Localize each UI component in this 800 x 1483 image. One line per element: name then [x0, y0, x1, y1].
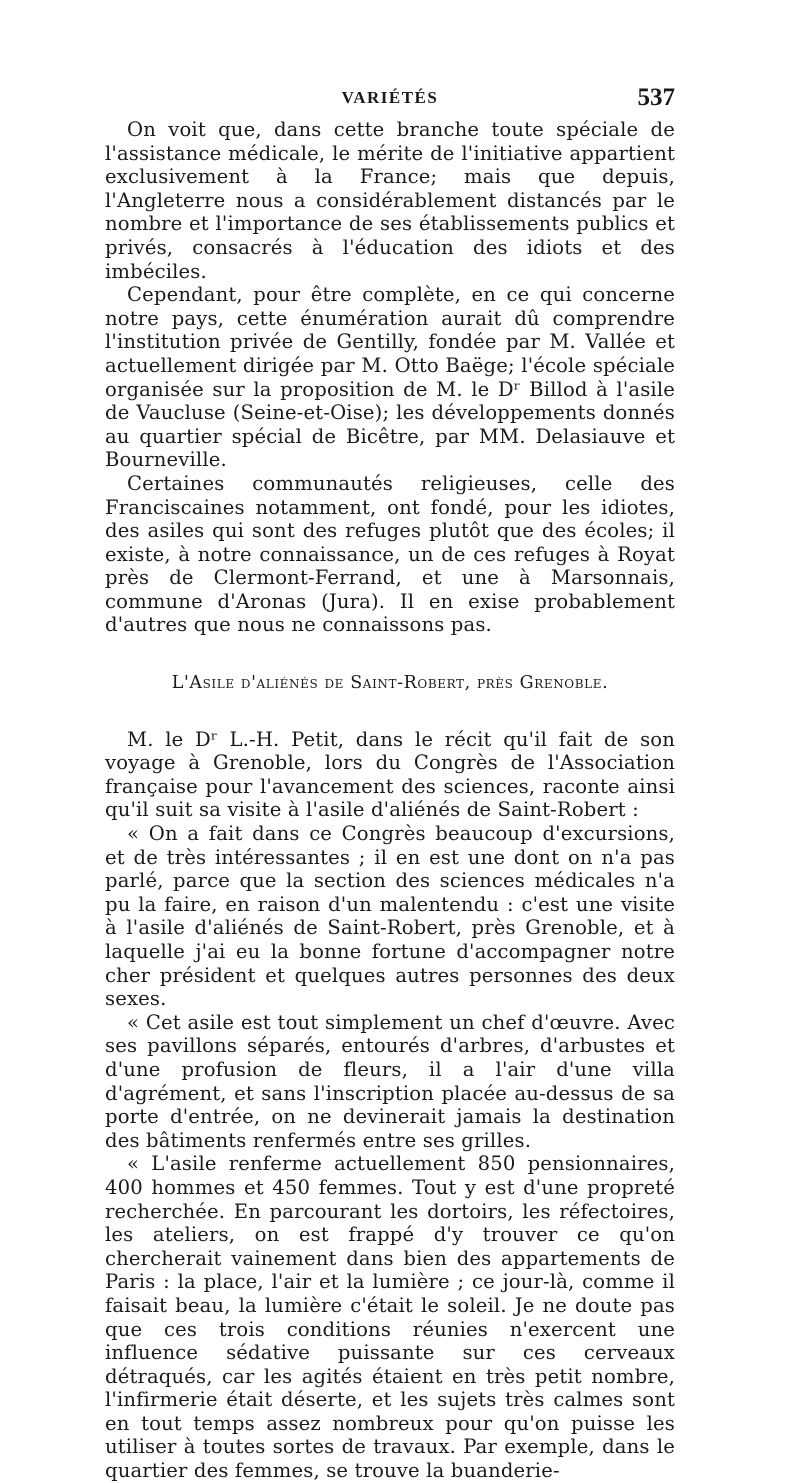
book-page: [105, 84, 675, 1483]
paragraph: « L'asile renferme actuellement 850 pensionnaires, 400 hommes et 450 femmes. Tout y est d'une propreté recherchée. En parcourant les dortoirs, les réfectoires, les ateliers, on est frappé d'y trouver ce qu'on chercherait vainement dans bien des appartements de Paris : la place, l'air et la lumière ; ce jour-là, comme il faisait beau, la lumière c'était le soleil. Je ne doute pas que ces trois conditions réunies n'exercent une influence sédative puissante sur ces cerveaux détraqués, car les agités étaient en très petit nombre, l'infirmerie était déserte, et les sujets très calmes sont en tout temps assez nombreux pour qu'on puisse les utiliser à toutes sortes de travaux. Par exemple, dans le quartier des femmes, se trouve la buanderie-: [105, 1152, 675, 1483]
paragraph: Certaines communautés religieuses, celle des Franciscaines notamment, ont fondé, pour les idiotes, des asiles qui sont des refuges plutôt que des écoles; il existe, à notre connaissance, un de ces refuges à Royat près de Clermont-Ferrand, et une à Marsonnais, commune d'Aronas (Jura). Il en exise probablement d'autres que nous ne connaissons pas.: [105, 471, 675, 637]
section-title: L'Asile d'aliénés de Saint-Robert, près Grenoble.: [171, 673, 609, 694]
paragraph: « Cet asile est tout simplement un chef d'œuvre. Avec ses pavillons séparés, entourés d'arbres, d'arbustes et d'une profusion de fleurs, il a l'air d'une villa d'agrément, et sans l'inscription placée au-dessus de sa porte d'entrée, on ne devinerait jamais la destination des bâtiments renfermés entre ses grilles.: [105, 1010, 675, 1152]
running-head: VARIÉTÉS: [341, 88, 439, 107]
page-number: 537: [637, 84, 675, 111]
page-header: [105, 84, 675, 118]
paragraph: On voit que, dans cette branche toute spéciale de l'assistance médicale, le mérite de l'initiative appartient exclusivement à la France; mais que depuis, l'Angleterre nous a considérablement distancés par le nombre et l'importance de ses établissements publics et privés, consacrés à l'éducation des idiots et des imbéciles.: [105, 118, 675, 283]
paragraph: « On a fait dans ce Congrès beaucoup d'excursions, et de très intéressantes ; il en est une dont on n'a pas parlé, parce que la section des sciences médicales n'a pu la faire, en raison d'un malentendu : c'est une visite à l'asile d'aliénés de Saint-Robert, près Grenoble, et à laquelle j'ai eu la bonne fortune d'accompagner notre cher président et quelques autres personnes des deux sexes.: [105, 822, 675, 1011]
paragraph: Cependant, pour être complète, en ce qui concerne notre pays, cette énumération aurait dû comprendre l'institution privée de Gentilly, fondée par M. Vallée et actuellement dirigée par M. Otto Baëge; l'école spéciale organisée sur la proposition de M. le Dʳ Billod à l'asile de Vaucluse (Seine-et-Oise); les développements donnés au quartier spécial de Bicêtre, par MM. Delasiauve et Bourneville.: [105, 283, 675, 472]
paragraph: M. le Dʳ L.-H. Petit, dans le récit qu'il fait de son voyage à Grenoble, lors du Congrès de l'Association française pour l'avancement des sciences, raconte ainsi qu'il suit sa visite à l'asile d'aliénés de Saint-Robert :: [105, 727, 675, 822]
body-text: [105, 118, 675, 1483]
